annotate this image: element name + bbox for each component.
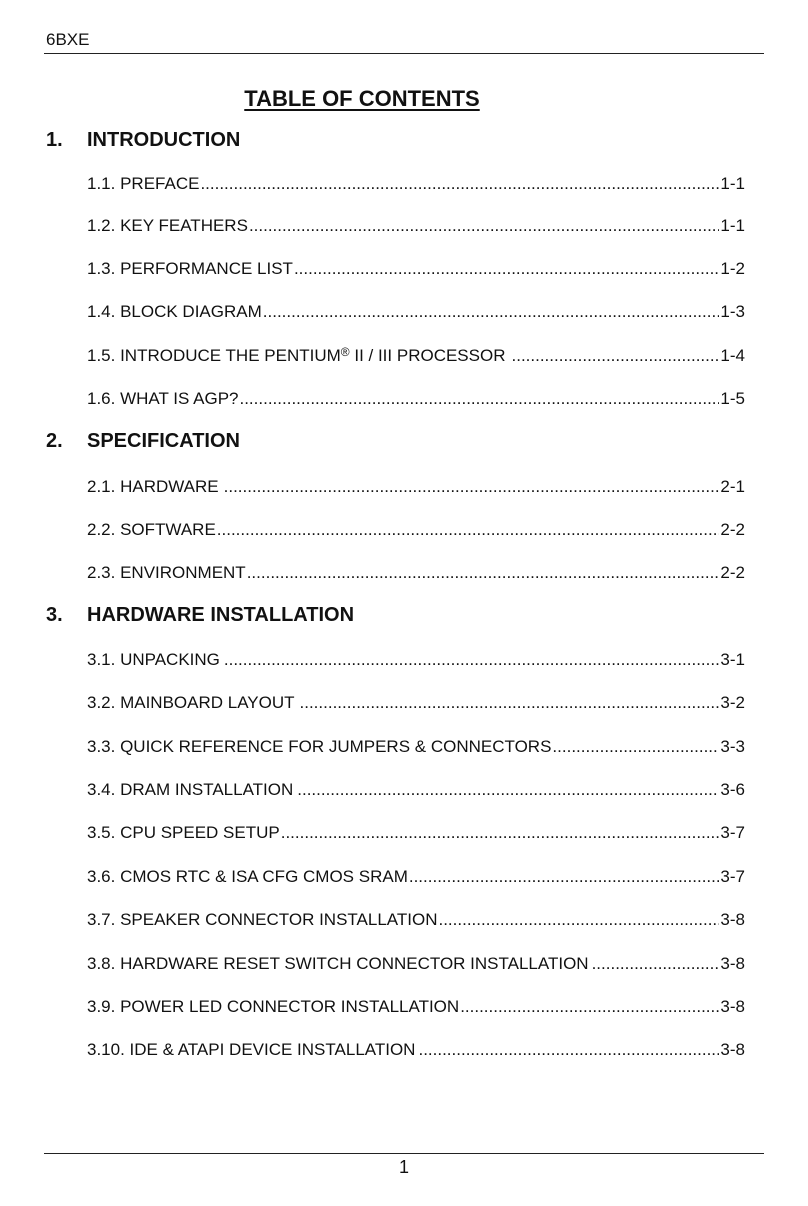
dot-leader — [512, 344, 720, 368]
toc-entry-label — [87, 344, 506, 368]
dot-leader — [263, 300, 720, 324]
footer-divider — [44, 1153, 764, 1154]
toc-entry-label-post: II / III PROCESSOR — [349, 346, 506, 365]
dot-leader — [592, 952, 720, 976]
toc-entry-hardware[interactable] — [87, 475, 745, 499]
toc-entry-label: 1.1. PREFACE — [87, 174, 200, 193]
dot-leader — [224, 475, 720, 499]
toc-entry-page: 3-6 — [720, 780, 745, 799]
page-number: 1 — [398, 1157, 409, 1177]
toc-entry-label: 2.2. SOFTWARE — [87, 520, 216, 539]
document-header-model: 6BXE — [46, 30, 90, 49]
toc-entry-label: 1.6. WHAT IS AGP? — [87, 389, 239, 408]
dot-leader — [200, 172, 719, 196]
section-title: SPECIFICATION — [87, 430, 240, 452]
toc-entry-label: 3.2. MAINBOARD LAYOUT — [87, 693, 295, 712]
section-number: 1. — [46, 129, 63, 151]
registered-mark: ® — [340, 345, 350, 359]
toc-entry-performance-list[interactable] — [87, 257, 745, 281]
section-title: HARDWARE INSTALLATION — [87, 604, 355, 626]
toc-entry-ide-atapi-device[interactable] — [87, 1038, 745, 1062]
toc-entry-page: 2-2 — [720, 520, 745, 539]
toc-entry-label-pre: 1.5. INTRODUCE THE PENTIUM — [87, 346, 341, 365]
toc-entry-label: 3.9. POWER LED CONNECTOR INSTALLATION — [87, 997, 460, 1016]
dot-leader — [224, 648, 720, 672]
dot-leader — [297, 778, 719, 802]
dot-leader — [247, 561, 720, 585]
toc-entry-cpu-speed-setup[interactable] — [87, 821, 745, 845]
toc-entry-label: 3.4. DRAM INSTALLATION — [87, 780, 294, 799]
toc-entry-page: 1-1 — [720, 174, 745, 193]
toc-entry-page: 1-4 — [720, 346, 745, 365]
dot-leader — [217, 518, 720, 542]
toc-entry-page: 1-1 — [720, 216, 745, 235]
dot-leader — [281, 821, 720, 845]
toc-entry-cmos-rtc[interactable] — [87, 865, 745, 889]
toc-entry-software[interactable] — [87, 518, 745, 542]
toc-entry-page: 1-3 — [720, 302, 745, 321]
toc-entry-page: 1-2 — [720, 259, 745, 278]
header-divider — [44, 53, 764, 54]
toc-entry-power-led-connector[interactable] — [87, 995, 745, 1019]
toc-entry-unpacking[interactable] — [87, 648, 745, 672]
section-heading-hardware-installation — [46, 601, 746, 629]
toc-entry-page: 2-1 — [720, 477, 745, 496]
toc-entry-page: 3-2 — [720, 693, 745, 712]
toc-entry-label: 1.3. PERFORMANCE LIST — [87, 259, 293, 278]
section-number: 2. — [46, 430, 63, 452]
toc-entry-page: 3-3 — [720, 737, 745, 756]
dot-leader — [294, 257, 719, 281]
toc-entry-page: 3-7 — [720, 823, 745, 842]
dot-leader — [300, 691, 720, 715]
dot-leader — [249, 214, 719, 238]
toc-entry-block-diagram[interactable] — [87, 300, 745, 324]
toc-entry-key-feathers[interactable] — [87, 214, 745, 238]
toc-entry-page: 3-8 — [720, 1040, 745, 1059]
toc-entry-reset-switch-connector[interactable] — [87, 952, 745, 976]
toc-entry-label: 3.3. QUICK REFERENCE FOR JUMPERS & CONNECTORS — [87, 737, 552, 756]
toc-entry-quick-reference[interactable] — [87, 735, 745, 759]
toc-entry-label: 3.7. SPEAKER CONNECTOR INSTALLATION — [87, 910, 438, 929]
toc-entry-page: 1-5 — [720, 389, 745, 408]
dot-leader — [409, 865, 720, 889]
toc-entry-page: 3-7 — [720, 867, 745, 886]
toc-entry-what-is-agp[interactable] — [87, 387, 745, 411]
section-title: INTRODUCTION — [87, 129, 241, 151]
toc-entry-page: 3-1 — [720, 650, 745, 669]
toc-entry-mainboard-layout[interactable] — [87, 691, 745, 715]
toc-entry-page: 3-8 — [720, 910, 745, 929]
page-title: TABLE OF CONTENTS — [244, 86, 480, 111]
toc-entry-label: 3.1. UNPACKING — [87, 650, 220, 669]
toc-entry-label: 2.1. HARDWARE — [87, 477, 219, 496]
toc-entry-page: 2-2 — [720, 563, 745, 582]
dot-leader — [418, 1038, 719, 1062]
toc-entry-preface[interactable] — [87, 172, 745, 196]
toc-entry-label: 3.10. IDE & ATAPI DEVICE INSTALLATION — [87, 1040, 416, 1059]
toc-entry-page: 3-8 — [720, 954, 745, 973]
toc-entry-pentium-processor[interactable] — [87, 344, 745, 368]
dot-leader — [552, 735, 719, 759]
toc-entry-label: 3.5. CPU SPEED SETUP — [87, 823, 280, 842]
toc-entry-dram-installation[interactable] — [87, 778, 745, 802]
section-heading-introduction — [46, 126, 746, 154]
toc-entry-label: 3.8. HARDWARE RESET SWITCH CONNECTOR INSTALLATION — [87, 954, 589, 973]
toc-entry-label: 1.4. BLOCK DIAGRAM — [87, 302, 262, 321]
section-heading-specification — [46, 427, 746, 455]
toc-entry-label: 1.2. KEY FEATHERS — [87, 216, 248, 235]
toc-entry-speaker-connector[interactable] — [87, 908, 745, 932]
section-number: 3. — [46, 604, 63, 626]
toc-entry-label: 3.6. CMOS RTC & ISA CFG CMOS SRAM — [87, 867, 408, 886]
toc-entry-label: 2.3. ENVIRONMENT — [87, 563, 246, 582]
dot-leader — [438, 908, 719, 932]
toc-entry-environment[interactable] — [87, 561, 745, 585]
toc-entry-page: 3-8 — [720, 997, 745, 1016]
dot-leader — [239, 387, 719, 411]
dot-leader — [460, 995, 719, 1019]
